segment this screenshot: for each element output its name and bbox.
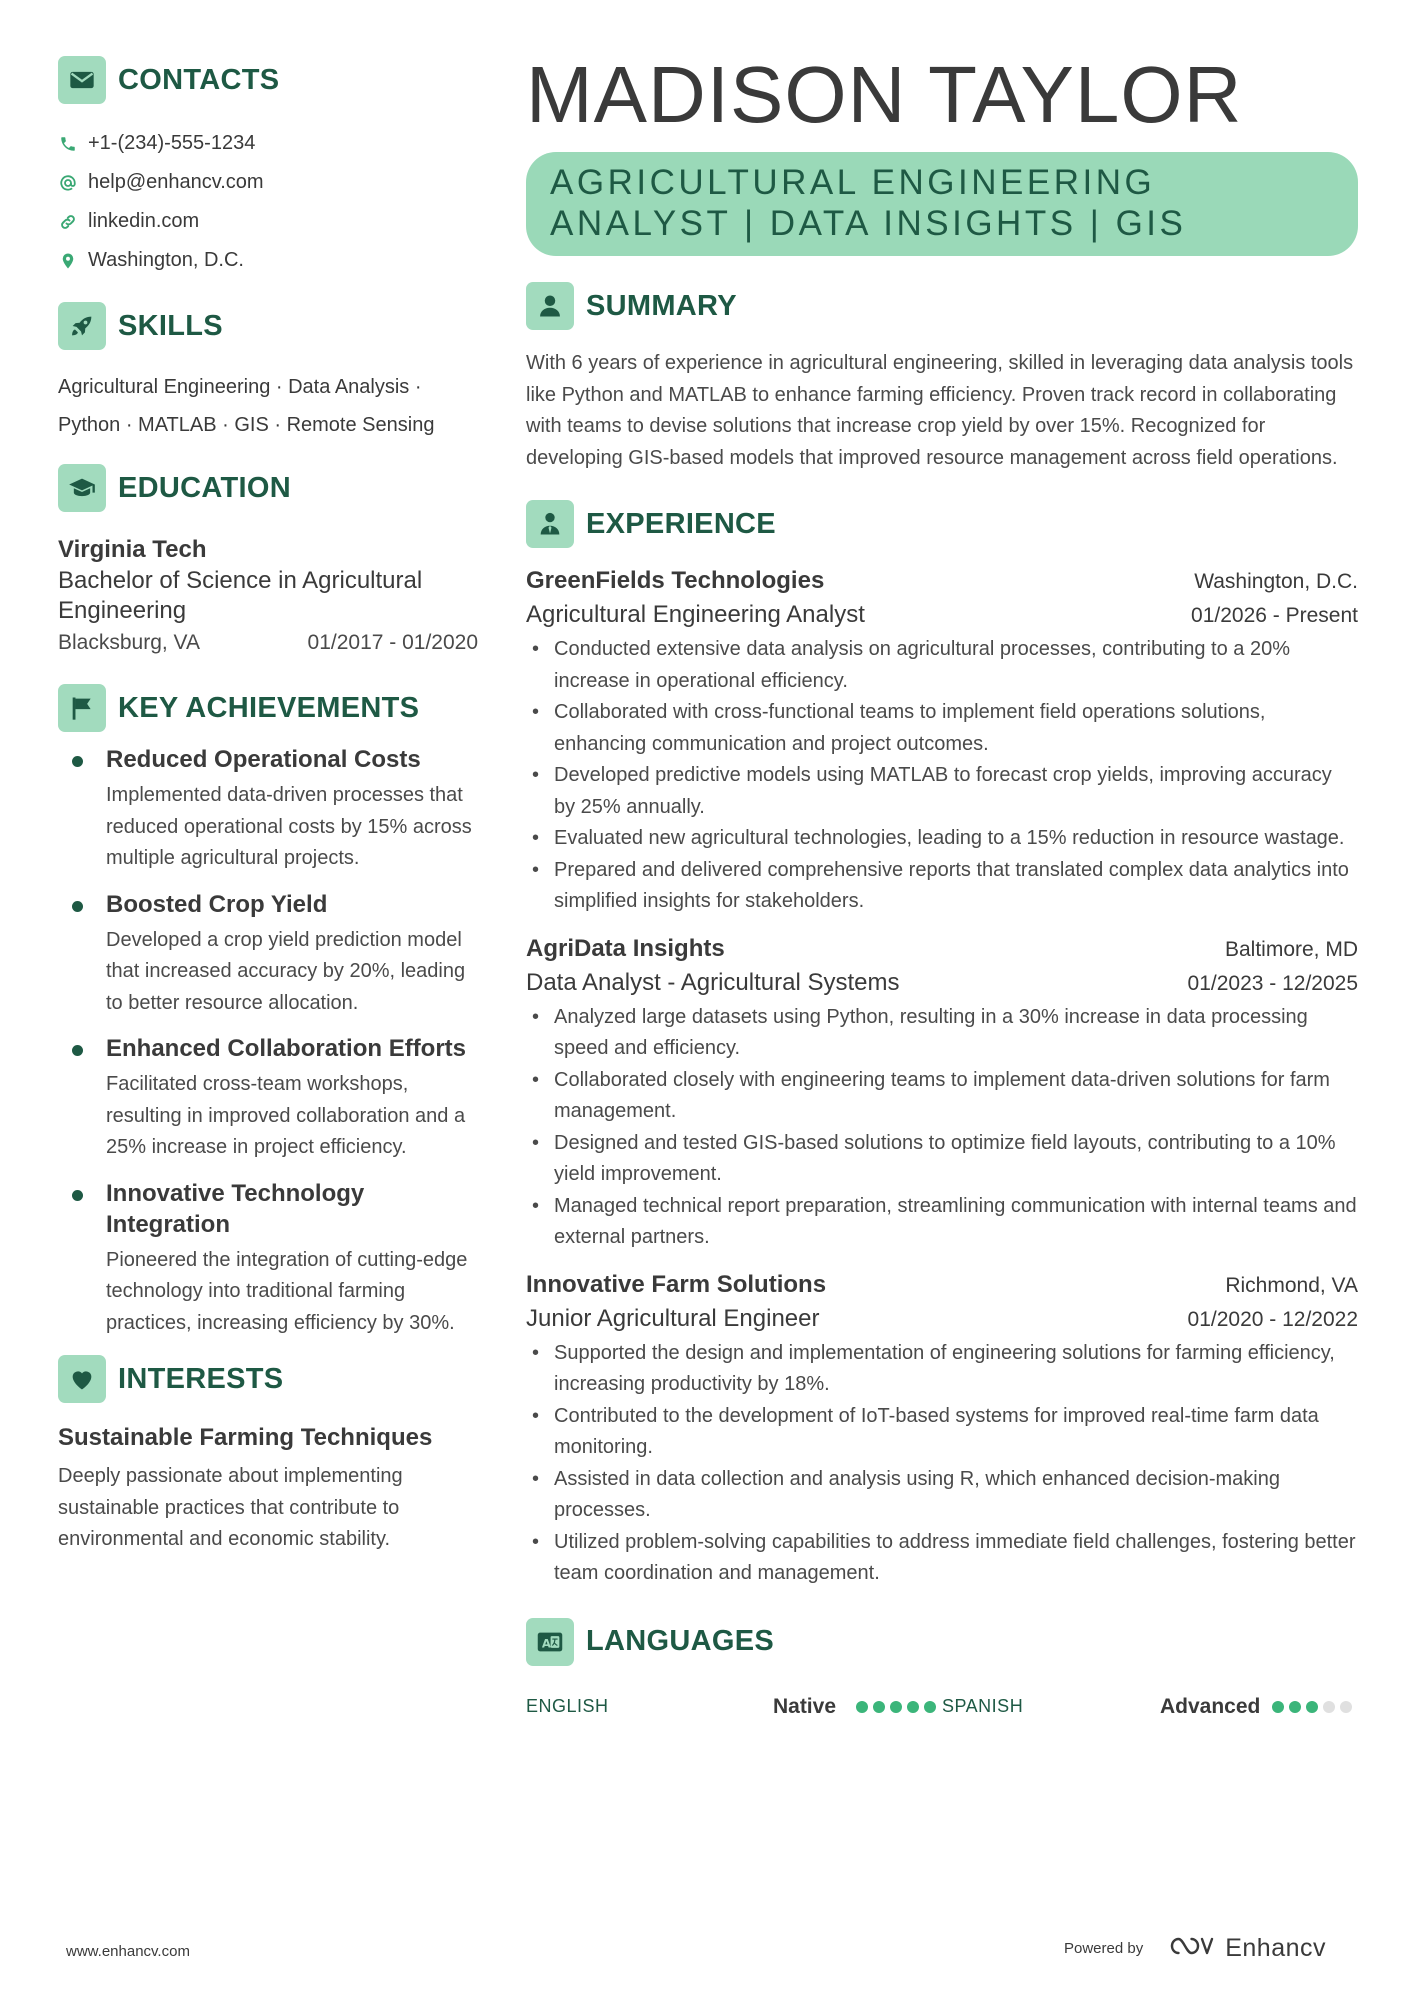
job-dates: 01/2023 - 12/2025 (1187, 971, 1358, 995)
job-entry (526, 1268, 1358, 1590)
job-entry (526, 932, 1358, 1254)
job-role: Agricultural Engineering Analyst (526, 601, 865, 628)
job-entry (526, 564, 1358, 918)
job-header (526, 1268, 1358, 1302)
graduation-cap-icon (58, 464, 106, 512)
achievement-item (58, 744, 478, 875)
job-dates: 01/2020 - 12/2022 (1187, 1307, 1358, 1331)
language-level: Advanced (1160, 1694, 1261, 1718)
contact-location (58, 241, 478, 280)
job-dates: 01/2026 - Present (1191, 604, 1358, 627)
achievement-title: Reduced Operational Costs (106, 746, 421, 773)
job-company: GreenFields Technologies (526, 567, 825, 594)
job-subheader (526, 1302, 1358, 1336)
left-column (58, 56, 478, 1556)
interests-heading: INTERESTS (118, 1362, 284, 1395)
svg-text:A: A (541, 1635, 551, 1650)
bullet-dot-icon (72, 1045, 83, 1056)
job-bullet: • Assisted in data collection and analysis using R, which enhanced decision-making processes. (526, 1464, 1358, 1527)
job-bullet: • Utilized problem-solving capabilities to address immediate field challenges, fostering better team coordination and management. (526, 1527, 1358, 1590)
envelope-icon (58, 56, 106, 104)
flag-icon (58, 684, 106, 732)
rating-dot-filled (1272, 1701, 1284, 1713)
language-rating (1272, 1701, 1352, 1713)
job-bullet: • Collaborated closely with engineering teams to implement data-driven solutions for farm management. (526, 1065, 1358, 1128)
job-bullet: • Prepared and delivered comprehensive reports that translated complex data analytics into simplified insights for stakeholders. (526, 855, 1358, 918)
job-header (526, 932, 1358, 966)
briefcase-person-icon (526, 500, 574, 548)
education-meta (58, 626, 478, 660)
languages-heading: LANGUAGES (586, 1625, 774, 1657)
job-location: Baltimore, MD (1224, 937, 1358, 961)
contact-phone (58, 124, 478, 163)
job-subheader (526, 966, 1358, 1000)
rating-dot-filled (856, 1701, 868, 1713)
experience-header (526, 500, 1358, 548)
language-item (942, 1695, 1358, 1719)
contact-location-text: Washington, D.C. (88, 249, 244, 271)
candidate-name: MADISON TAYLOR (526, 50, 1243, 139)
education-dates: 01/2017 - 01/2020 (307, 631, 478, 654)
job-role: Junior Agricultural Engineer (526, 1304, 820, 1332)
job-bullet: • Conducted extensive data analysis on agricultural processes, contributing to a 20% increase in operational efficiency. (526, 634, 1358, 697)
job-bullets (526, 1338, 1358, 1590)
summary-header (526, 282, 1358, 330)
education-header (58, 464, 478, 512)
rating-dot-empty (1340, 1701, 1352, 1713)
person-icon (526, 282, 574, 330)
language-rating (856, 1701, 936, 1713)
skills-header (58, 302, 478, 350)
interest-title: Sustainable Farming Techniques (58, 1424, 433, 1451)
achievement-desc: Developed a crop yield prediction model that increased accuracy by 20%, leading to better resource allocation. (106, 928, 466, 1014)
job-bullet: • Managed technical report preparation, streamlining communication with internal teams and external partners. (526, 1191, 1358, 1254)
job-location: Washington, D.C. (1194, 570, 1358, 593)
job-company: Innovative Farm Solutions (526, 1270, 827, 1298)
skills-list (58, 368, 478, 444)
achievement-item (58, 1033, 478, 1164)
language-item (526, 1695, 942, 1719)
rating-dot-filled (907, 1701, 919, 1713)
rating-dot-filled (1306, 1701, 1318, 1713)
rating-dot-filled (924, 1701, 936, 1713)
language-icon (526, 1618, 574, 1666)
job-bullet: • Analyzed large datasets using Python, resulting in a 30% increase in data processing speed and efficiency. (526, 1002, 1358, 1065)
job-subheader (526, 598, 1358, 632)
skills-line-2: Python · MATLAB · GIS · Remote Sensing (58, 414, 435, 436)
job-bullet: • Contributed to the development of IoT-based systems for improved real-time farm data monitoring. (526, 1401, 1358, 1464)
location-icon (58, 251, 78, 271)
job-bullet: • Designed and tested GIS-based solutions to optimize field layouts, contributing to a 10% yield improvement. (526, 1128, 1358, 1191)
languages-header (526, 1618, 1358, 1666)
education-degree: Bachelor of Science in Agricultural Engineering (58, 567, 423, 624)
right-column (526, 50, 1358, 1722)
achievements-list (58, 744, 478, 1339)
achievement-desc: Facilitated cross-team workshops, resulting in improved collaboration and a 25% increase in project efficiency. (106, 1073, 466, 1158)
job-bullets (526, 634, 1358, 918)
rating-dot-filled (1289, 1701, 1301, 1713)
contacts-header (58, 56, 478, 104)
at-icon (58, 173, 78, 193)
job-bullet: • Supported the design and implementation of engineering solutions for farming efficiency, increasing productivity by 18%. (526, 1338, 1358, 1401)
powered-by-label: Powered by (1064, 1940, 1144, 1957)
bullet-dot-icon (72, 756, 83, 767)
contact-phone-text[interactable]: +1-(234)-555-1234 (88, 132, 256, 154)
language-name: SPANISH (942, 1696, 1024, 1716)
interests-header (58, 1355, 478, 1403)
contacts-list (58, 124, 478, 280)
achievement-desc: Implemented data-driven processes that reduced operational costs by 15% across multiple agricultural projects. (106, 784, 472, 869)
rating-dot-filled (890, 1701, 902, 1713)
education-school: Virginia Tech (58, 536, 207, 563)
achievement-title: Enhanced Collaboration Efforts (106, 1035, 467, 1062)
job-header (526, 564, 1358, 598)
phone-icon (58, 134, 78, 154)
languages-list (526, 1692, 1358, 1722)
title-banner (526, 152, 1358, 256)
skills-heading: SKILLS (118, 309, 223, 342)
skills-line-1: Agricultural Engineering · Data Analysis · (58, 376, 422, 398)
contact-linkedin (58, 202, 478, 241)
job-bullet: • Developed predictive models using MATLAB to forecast crop yields, improving accuracy by 25% annually. (526, 760, 1358, 823)
education-heading: EDUCATION (118, 471, 291, 504)
footer-branding (1064, 1934, 1326, 1963)
job-bullet: • Evaluated new agricultural technologies, leading to a 15% reduction in resource wastage. (526, 823, 1358, 855)
footer-website[interactable]: www.enhancv.com (66, 1943, 190, 1960)
interest-desc: Deeply passionate about implementing sustainable practices that contribute to environmental and economic stability. (58, 1465, 403, 1550)
job-company: AgriData Insights (526, 934, 725, 962)
achievements-heading: KEY ACHIEVEMENTS (118, 691, 420, 724)
contact-email-text[interactable]: help@enhancv.com (88, 171, 264, 193)
heart-icon (58, 1355, 106, 1403)
experience-heading: EXPERIENCE (586, 507, 776, 540)
summary-text: With 6 years of experience in agricultural engineering, skilled in leveraging data analysis tools like Python and MATLAB to enhance farming efficiency. Proven track record in collaborating with teams to devise solutions that increase crop yield by over 15%. Recognized for developing GIS-based models that improved resource management across field operations. (526, 352, 1354, 469)
education-entry (58, 534, 478, 660)
link-icon (58, 212, 78, 232)
rating-dot-empty (1323, 1701, 1335, 1713)
summary-heading: SUMMARY (586, 289, 737, 322)
bullet-dot-icon (72, 901, 83, 912)
bullet-dot-icon (72, 1190, 83, 1201)
language-level: Native (772, 1694, 836, 1718)
rating-dot-filled (873, 1701, 885, 1713)
language-name: ENGLISH (526, 1696, 609, 1716)
achievement-desc: Pioneered the integration of cutting-edge technology into traditional farming practices, increasing efficiency by 30%. (106, 1248, 468, 1334)
job-bullet: • Collaborated with cross-functional teams to implement field operations solutions, enhancing communication and project outcomes. (526, 697, 1358, 760)
achievement-title: Boosted Crop Yield (106, 890, 328, 918)
achievement-title: Innovative Technology Integration (106, 1179, 365, 1238)
achievement-item (58, 1178, 478, 1340)
enhancv-logo-icon (1169, 1934, 1215, 1963)
job-bullets (526, 1002, 1358, 1254)
contact-linkedin-text[interactable]: linkedin.com (88, 210, 200, 232)
rocket-icon (58, 302, 106, 350)
achievements-header (58, 684, 478, 732)
job-role: Data Analyst - Agricultural Systems (526, 968, 900, 996)
contact-email (58, 163, 478, 202)
job-location: Richmond, VA (1225, 1273, 1358, 1297)
brand-name[interactable]: Enhancv (1225, 1934, 1327, 1962)
education-location: Blacksburg, VA (58, 631, 201, 654)
candidate-title: AGRICULTURAL ENGINEERING ANALYST | DATA INSIGHTS | GIS (550, 163, 1187, 243)
achievement-item (58, 889, 478, 1020)
contacts-heading: CONTACTS (118, 63, 280, 96)
